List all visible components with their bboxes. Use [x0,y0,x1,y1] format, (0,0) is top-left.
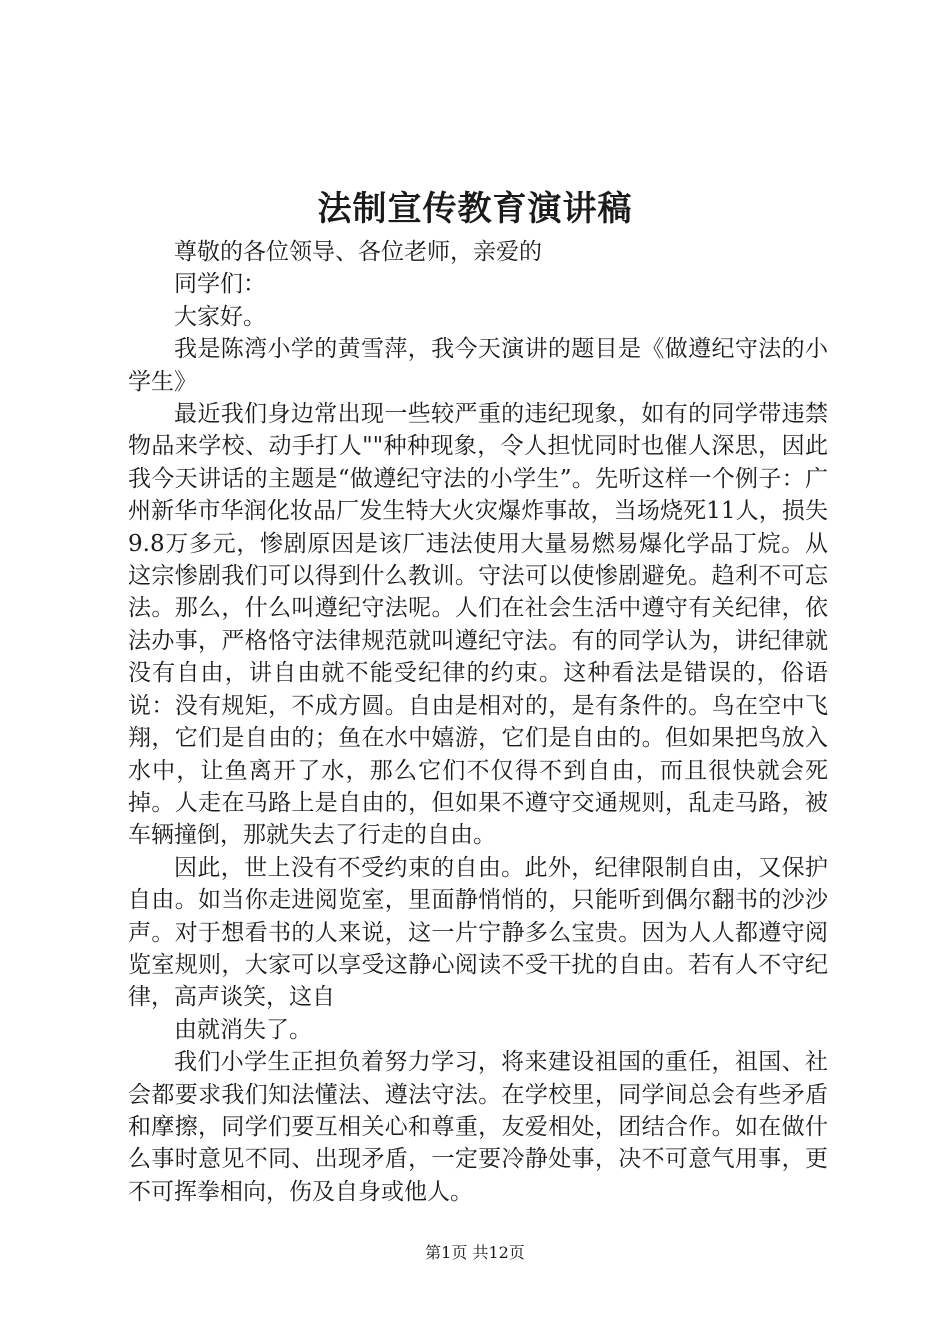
document-body [128,236,828,1208]
body-paragraph: 最近我们身边常出现一些较严重的违纪现象，如有的同学带违禁物品来学校、动手打人""种种现象，令人担忧同时也催人深思，因此我今天讲话的主题是“做遵纪守法的小学生”。先听这样一个例子：广州新华市华润化妆品厂发生特大火灾爆炸事故，当场烧死11人，损失9.8万多元，惨剧原因是该厂违法使用大量易燃易爆化学品丁烷。从这宗惨剧我们可以得到什么教训。守法可以使惨剧避免。趋利不可忘法。那么，什么叫遵纪守法呢。人们在社会生活中遵守有关纪律，依法办事，严格恪守法律规范就叫遵纪守法。有的同学认为，讲纪律就没有自由，讲自由就不能受纪律的约束。这种看法是错误的，俗语说：没有规矩，不成方圆。自由是相对的，是有条件的。鸟在空中飞翔，它们是自由的；鱼在水中嬉游，它们是自由的。但如果把鸟放入水中，让鱼离开了水，那么它们不仅得不到自由，而且很快就会死掉。人走在马路上是自由的，但如果不遵守交通规则，乱走马路，被车辆撞倒，那就失去了行走的自由。 [128,401,828,849]
salutation-continued: 同学们： [174,271,266,298]
body-paragraph-continued: 由就消失了。 [174,1016,312,1043]
salutation-line: 尊敬的各位领导、各位老师，亲爱的 [174,239,542,265]
body-paragraph: 因此，世上没有不受约束的自由。此外，纪律限制自由，又保护自由。如当你走进阅览室，里面静悄悄的，只能听到偶尔翻书的沙沙声。对于想看书的人来说，这一片宁静多么宝贵。因为人人都遵守阅览室规则，大家可以享受这静心阅读不受干扰的自由。若有人不守纪律，高声谈笑，这自 [128,854,828,1011]
document-title: 法制宣传教育演讲稿 [317,189,633,229]
greeting: 大家好。 [174,303,266,330]
speaker-intro-paragraph: 我是陈湾小学的黄雪萍，我今天演讲的题目是《做遵纪守法的小学生》 [128,336,828,395]
body-paragraph: 我们小学生正担负着努力学习，将来建设祖国的重任，祖国、社会都要求我们知法懂法、遵法守法。在学校里，同学间总会有些矛盾和摩擦，同学们要互相关心和尊重，友爱相处，团结合作。如在做什么事时意见不同、出现矛盾，一定要冷静处事，决不可意气用事，更不可挥拳相向，伤及自身或他人。 [128,1049,828,1205]
page-number-footer: 第1页 共12页 [425,1243,525,1262]
